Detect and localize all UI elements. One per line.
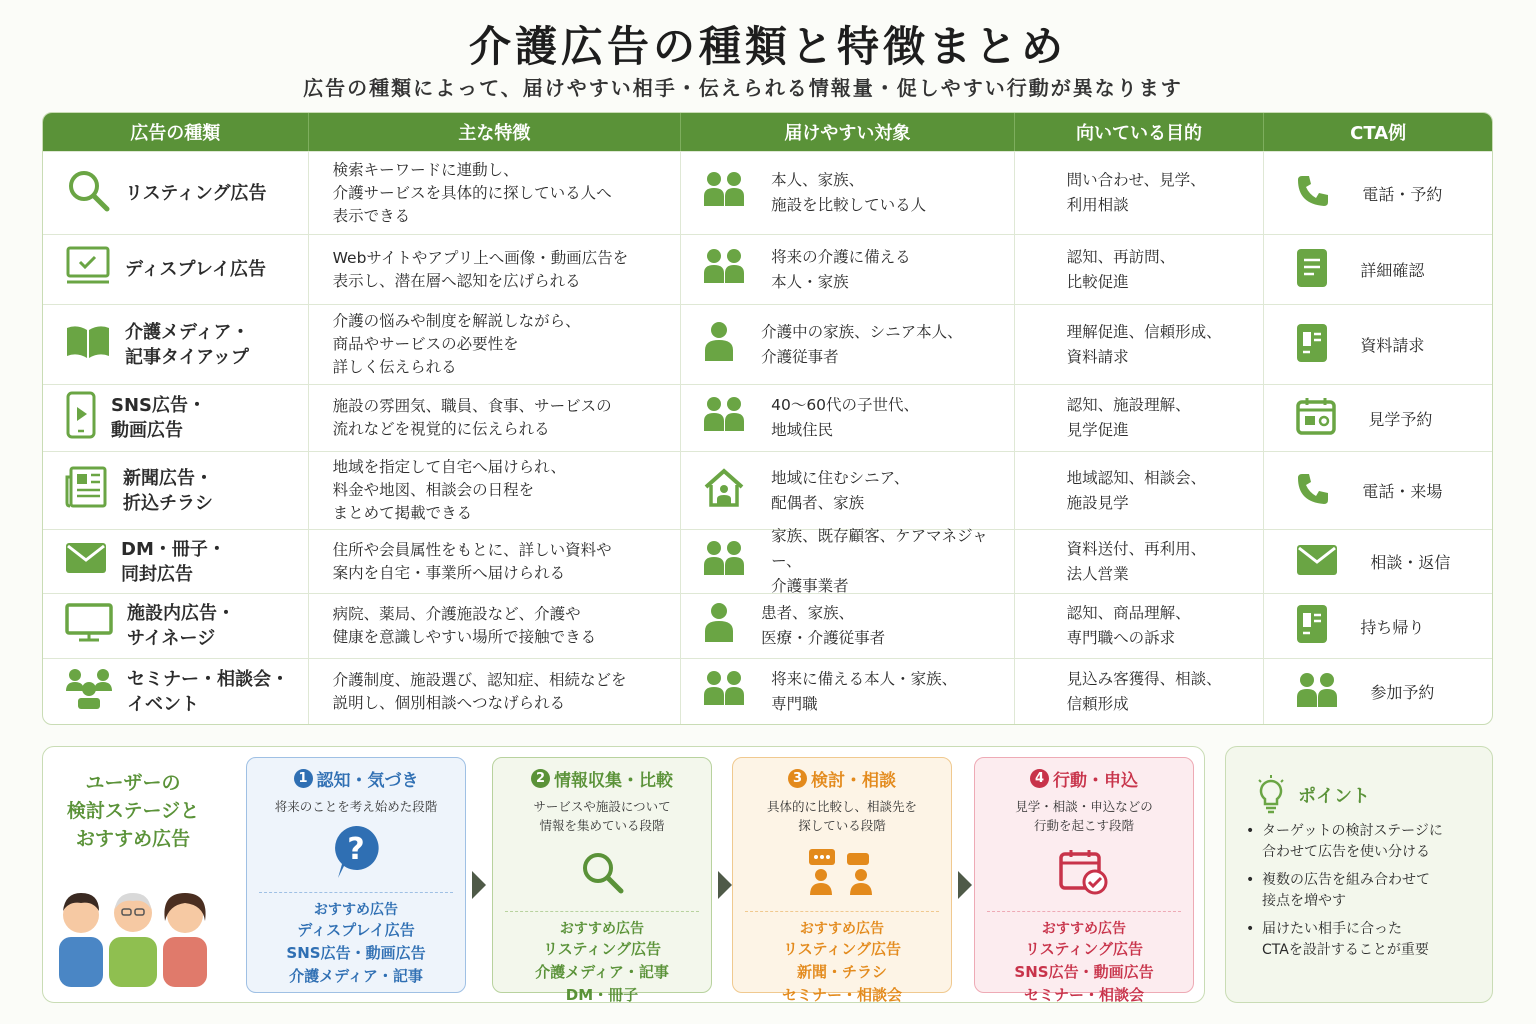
stage-divider [505, 911, 699, 912]
search-icon [65, 167, 111, 220]
stage-rec-item: 介護メディア・記事 [289, 967, 423, 985]
stage-rec-item: セミナー・相談会 [1023, 986, 1144, 1004]
mail-icon [65, 542, 107, 581]
feature-cell: 施設の雰囲気、職員、食事、サービスの 流れなどを視覚的に伝えられる [309, 385, 681, 451]
table-row [43, 593, 1492, 658]
group-icon [1296, 671, 1338, 713]
cta-label: 電話・予約 [1362, 184, 1443, 204]
purpose-cell: 資料送付、再利用、 法人営業 [1015, 530, 1265, 593]
stage-title-text: 検討・相談 [811, 771, 896, 791]
page-title: 介護広告の種類と特徴まとめ [468, 22, 1067, 71]
stage-description: 将来のことを考え始めた段階 [274, 799, 438, 814]
stage-card [492, 757, 712, 1004]
ad-type-label: ディスプレイ広告 [125, 259, 266, 280]
page-subtitle: 広告の種類によって、届けやすい相手・伝えられる情報量・促しやすい行動が異なります [303, 76, 1183, 100]
ad-type-cell [43, 530, 309, 593]
point-item: • 複数の広告を組み合わせて 接点を増やす [1246, 870, 1486, 912]
stage-arrow [472, 871, 486, 899]
point-list [1246, 821, 1486, 968]
cta-cell [1264, 594, 1492, 658]
stage-panel [42, 746, 1205, 1003]
users-illustration [53, 875, 213, 987]
cta-label: 見学予約 [1368, 409, 1433, 429]
ad-type-label: DM・冊子・ 同封広告 [121, 538, 226, 585]
target-cell [681, 305, 1015, 384]
table-row [43, 658, 1492, 724]
header-purpose: 向いている目的 [1015, 113, 1265, 151]
book-icon [65, 322, 111, 367]
stage-card [246, 757, 466, 993]
table-header [43, 113, 1492, 151]
table-row [43, 304, 1492, 384]
target-cell [681, 452, 1015, 529]
feature-cell: 地域を指定して自宅へ届けられ、 料金や地図、相談会の日程を まとめて掲載できる [309, 452, 681, 529]
purpose-cell: 理解促進、信頼形成、 資料請求 [1015, 305, 1265, 384]
point-heading-text: ポイント [1298, 786, 1370, 807]
target-cell [681, 594, 1015, 658]
target-cell [681, 659, 1015, 724]
target-label: 介護中の家族、シニア本人、 介護従事者 [761, 322, 963, 366]
cta-cell [1264, 235, 1492, 304]
ad-type-cell [43, 152, 309, 234]
target-label: 本人、家族、 施設を比較している人 [771, 171, 927, 214]
group-icon [703, 395, 745, 441]
stage-divider [259, 892, 453, 893]
stage-title [733, 766, 951, 791]
person-icon [703, 601, 735, 651]
consultation-icon [733, 841, 951, 903]
point-panel [1225, 746, 1493, 1003]
feature-cell: Webサイトやアプリ上へ画像・動画広告を 表示し、潜在層へ認知を広げられる [309, 235, 681, 304]
target-cell [681, 527, 1015, 595]
stage-rec-item: リスティング広告 [543, 940, 661, 958]
monitor-icon [65, 603, 113, 650]
ad-type-label: 介護メディア・ 記事タイアップ [125, 321, 250, 368]
house-icon [703, 467, 745, 515]
stage-rec-item: 新聞・チラシ [796, 963, 887, 981]
stage-rec-item: リスティング広告 [1025, 940, 1143, 958]
stage-divider [745, 911, 939, 912]
ad-type-cell [43, 452, 309, 529]
ad-type-cell [43, 235, 309, 304]
cta-cell [1264, 659, 1492, 724]
feature-cell: 住所や会員属性をもとに、詳しい資料や 案内を自宅・事業所へ届けられる [309, 530, 681, 593]
cta-label: 電話・来場 [1362, 482, 1443, 501]
ad-type-label: リスティング広告 [125, 182, 267, 204]
point-item: • 届けたい相手に合った CTAを設計することが重要 [1246, 919, 1486, 961]
header-cta: CTA例 [1350, 123, 1407, 144]
cta-label: 持ち帰り [1360, 617, 1425, 637]
stage-rec-heading: おすすめ広告 [799, 921, 885, 937]
ad-type-cell [43, 594, 309, 658]
header-target: 届けやすい対象 [681, 113, 1015, 151]
calendar-icon [1296, 397, 1336, 439]
stage-description: 具体的に比較し、相談先を 探している段階 [766, 799, 917, 833]
mail-icon [1296, 544, 1338, 580]
stage-arrow [958, 871, 972, 899]
stage-number: 2 [531, 769, 550, 788]
stage-rec-item: SNS広告・動画広告 [1014, 963, 1154, 981]
stage-rec-item: DM・冊子 [565, 986, 639, 1004]
stage-rec-heading: おすすめ広告 [1041, 921, 1127, 937]
feature-cell: 介護の悩みや制度を解説しながら、 商品やサービスの必要性を 詳しく伝えられる [309, 305, 681, 384]
stage-description: 見学・相談・申込などの 行動を起こす段階 [1015, 799, 1153, 833]
question-icon [247, 822, 465, 884]
target-label: 将来に備える本人・家族、 専門職 [771, 669, 958, 713]
header-ad-type: 広告の種類 [43, 113, 309, 151]
target-label: 患者、家族、 医療・介護従事者 [761, 604, 886, 647]
lightbulb-icon [1256, 775, 1286, 815]
purpose-cell: 地域認知、相談会、 施設見学 [1015, 452, 1265, 529]
newspaper-icon [65, 465, 109, 516]
cta-cell [1264, 452, 1492, 529]
table-row [43, 384, 1492, 451]
target-label: 地域に住むシニア、 配偶者、家族 [771, 468, 910, 512]
cta-label: 詳細確認 [1360, 261, 1425, 280]
stage-title-text: 行動・申込 [1053, 771, 1138, 791]
stage-title-text: 情報収集・比較 [554, 771, 673, 791]
table-row [43, 151, 1492, 234]
stage-rec-item: 介護メディア・記事 [535, 963, 669, 981]
cta-cell [1264, 385, 1492, 451]
point-item: • ターゲットの検討ステージに 合わせて広告を使い分ける [1246, 821, 1486, 863]
stage-rec-item: リスティング広告 [783, 940, 901, 958]
ad-type-label: セミナー・相談会・ イベント [127, 668, 289, 715]
stage-title [247, 766, 465, 791]
purpose-cell: 認知、再訪問、 比較促進 [1015, 235, 1265, 304]
target-label: 40〜60代の子世代、 地域住民 [771, 396, 920, 439]
search-icon [493, 841, 711, 903]
group-icon [703, 539, 745, 585]
stage-card [732, 757, 952, 1004]
svg-text:?: ? [347, 832, 365, 867]
target-label: 将来の介護に備える 本人・家族 [771, 247, 911, 291]
document-icon [1296, 248, 1328, 292]
group-icon [703, 247, 745, 293]
stage-title [493, 766, 711, 791]
table-row [43, 451, 1492, 529]
ad-type-label: 施設内広告・ サイネージ [127, 603, 235, 649]
calendar-check-icon [975, 841, 1193, 903]
group-icon [703, 170, 745, 216]
ad-type-cell [43, 659, 309, 724]
cta-cell [1264, 305, 1492, 384]
cta-label: 相談・返信 [1370, 553, 1451, 572]
ad-type-label: SNS広告・ 動画広告 [111, 395, 206, 441]
stage-title [975, 766, 1193, 791]
target-cell [681, 235, 1015, 304]
brochure-icon [1296, 604, 1328, 648]
stage-rec-heading: おすすめ広告 [559, 921, 645, 937]
stage-title-text: 認知・気づき [316, 771, 419, 791]
purpose-cell: 見込み客獲得、相談、 信頼形成 [1015, 659, 1265, 724]
stage-description: サービスや施設について 情報を集めている段階 [533, 799, 671, 833]
ad-type-label: 新聞広告・ 折込チラシ [123, 467, 213, 514]
stage-number: 1 [294, 769, 313, 788]
seminar-icon [65, 665, 113, 718]
smartphone-video-icon [65, 391, 97, 446]
stage-divider [987, 911, 1181, 912]
purpose-cell: 認知、商品理解、 専門職への訴求 [1015, 594, 1265, 658]
stage-arrow [718, 871, 732, 899]
feature-cell: 検索キーワードに連動し、 介護サービスを具体的に探している人へ 表示できる [309, 152, 681, 234]
stage-rec-item: SNS広告・動画広告 [286, 944, 426, 962]
target-cell [681, 152, 1015, 234]
purpose-cell: 認知、施設理解、 見学促進 [1015, 385, 1265, 451]
cta-label: 資料請求 [1360, 336, 1425, 355]
cta-cell [1264, 152, 1492, 234]
table-row [43, 234, 1492, 304]
ad-type-cell [43, 385, 309, 451]
phone-icon [1296, 472, 1330, 510]
feature-cell: 病院、薬局、介護施設など、介護や 健康を意識しやすい場所で接触できる [309, 594, 681, 658]
point-heading [1256, 775, 1370, 815]
stage-panel-label: ユーザーの 検討ステージと おすすめ広告 [66, 772, 200, 850]
cta-cell [1264, 530, 1492, 593]
ad-type-cell [43, 305, 309, 384]
header-features: 主な特徴 [309, 113, 681, 151]
target-cell [681, 385, 1015, 451]
table-row [43, 529, 1492, 593]
phone-icon [1296, 174, 1330, 212]
target-label: 家族、既存顧客、ケアマネジャー、 介護事業者 [771, 527, 988, 595]
purpose-cell: 問い合わせ、見学、 利用相談 [1015, 152, 1265, 234]
stage-number: 4 [1030, 769, 1049, 788]
brochure-icon [1296, 323, 1328, 367]
stage-rec-item: セミナー・相談会 [781, 986, 902, 1004]
feature-cell: 介護制度、施設選び、認知症、相続などを 説明し、個別相談へつなげられる [309, 659, 681, 724]
person-icon [703, 320, 735, 370]
stage-number: 3 [788, 769, 807, 788]
display-icon [65, 245, 111, 294]
ad-types-table [42, 112, 1493, 725]
stage-rec-heading: おすすめ広告 [313, 902, 399, 918]
stage-card [974, 757, 1194, 1004]
cta-label: 参加予約 [1370, 683, 1435, 702]
group-icon [703, 669, 745, 715]
stage-rec-item: ディスプレイ広告 [297, 921, 415, 939]
